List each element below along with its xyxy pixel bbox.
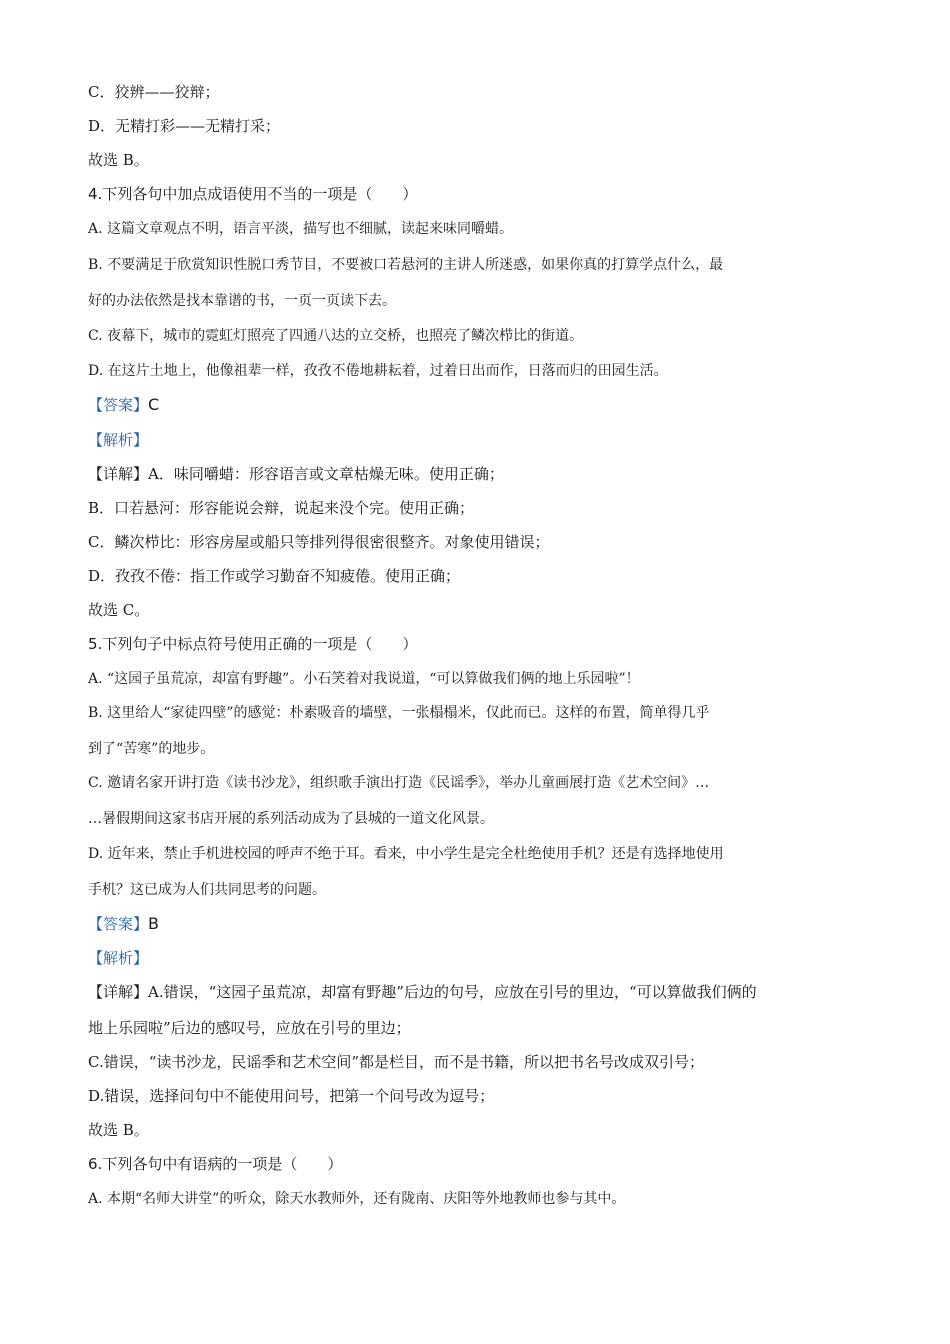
question-number: 6 [88,1155,98,1173]
answer-value: C [148,395,160,414]
text-line: C．狡辨——狡辩； [88,83,220,101]
option-d-cont: 手机？这已成为人们共同思考的问题。 [88,882,326,898]
option-a: A. 这篇文章观点不明，语言平淡，描写也不细腻，读起来味同嚼蜡。 [88,221,514,237]
text-line: 故选 B。 [88,1121,149,1139]
option-c: C. 邀请名家开讲打造《读书沙龙》，组织歌手演出打造《民谣季》，举办儿童画展打造《艺术空间》… [88,775,710,791]
question-number: 5 [88,635,98,653]
option-d: D. 近年来，禁止手机进校园的呼声不绝于耳。看来，中小学生是完全杜绝使用手机？还是有选择地使用 [88,846,724,862]
question-6-stem [88,1154,870,1174]
analysis-tag: 【解析】 [88,431,149,449]
detail-tag: 【详解】 [88,983,149,1001]
question-4-stem [88,184,870,204]
text-line: 故选 C。 [88,601,150,619]
question-number: 4 [88,185,98,203]
analysis-tag: 【解析】 [88,949,149,967]
answer-tag: 【答案】 [88,396,149,414]
text-line: D.错误，选择问句中不能使用问号，把第一个问号改为逗号； [88,1087,495,1105]
option-c: C. 夜幕下，城市的霓虹灯照亮了四通八达的立交桥，也照亮了鳞次栉比的街道。 [88,328,584,344]
option-d: D. 在这片土地上，他像祖辈一样，孜孜不倦地耕耘着，过着日出而作，日落而归的田园生活。 [88,363,668,379]
question-text: .下列各句中加点成语使用不当的一项是（ ） [97,185,418,203]
question-text: .下列各句中有语病的一项是（ ） [97,1155,343,1173]
answer-line [88,395,870,415]
answer-value: B [148,914,159,933]
text-line: D．无精打彩——无精打采； [88,117,281,135]
detail-line: 【详解】A．味同嚼蜡：形容语言或文章枯燥无味。使用正确； [88,465,504,483]
text-line: 故选 B。 [88,151,149,169]
text-line: 地上乐园啦”后边的感叹号，应放在引号的里边； [88,1019,411,1037]
option-c-cont: …暑假期间这家书店开展的系列活动成为了县城的一道文化风景。 [88,811,494,827]
text-line: C.错误，“读书沙龙，民谣季和艺术空间”都是栏目，而不是书籍，所以把书名号改成双引号； [88,1053,705,1071]
question-text: .下列句子中标点符号使用正确的一项是（ ） [97,635,418,653]
option-a: A. “这园子虽荒凉，却富有野趣”。小石笑着对我说道，“可以算做我们俩的地上乐园啦”！ [88,671,640,687]
option-b-cont: 好的办法依然是找本靠谱的书，一页一页读下去。 [88,293,396,309]
option-b: B. 这里给人“家徒四壁”的感觉：朴素吸音的墙壁，一张榻榻米，仅此而已。这样的布置，简单得几乎 [88,705,710,721]
option-a: A. 本期“名师大讲堂”的听众，除天水教师外，还有陇南、庆阳等外地教师也参与其中。 [88,1191,626,1207]
answer-line [88,914,870,934]
detail-tag: 【详解】 [88,465,149,483]
option-b: B. 不要满足于欣赏知识性脱口秀节目，不要被口若悬河的主讲人所迷惑，如果你真的打算学点什么，最 [88,257,724,273]
option-b-cont: 到了“苦寒”的地步。 [88,741,215,757]
text-line: B．口若悬河：形容能说会辩，说起来没个完。使用正确； [88,499,475,517]
answer-tag: 【答案】 [88,915,149,933]
text-line: C．鳞次栉比：形容房屋或船只等排列得很密很整齐。对象使用错误； [88,533,550,551]
text-line: D．孜孜不倦：指工作或学习勤奋不知疲倦。使用正确； [88,567,461,585]
question-5-stem [88,634,870,654]
detail-line: 【详解】A.错误，“这园子虽荒凉，却富有野趣”后边的句号，应放在引号的里边，“可以算做我们俩的 [88,983,757,1001]
